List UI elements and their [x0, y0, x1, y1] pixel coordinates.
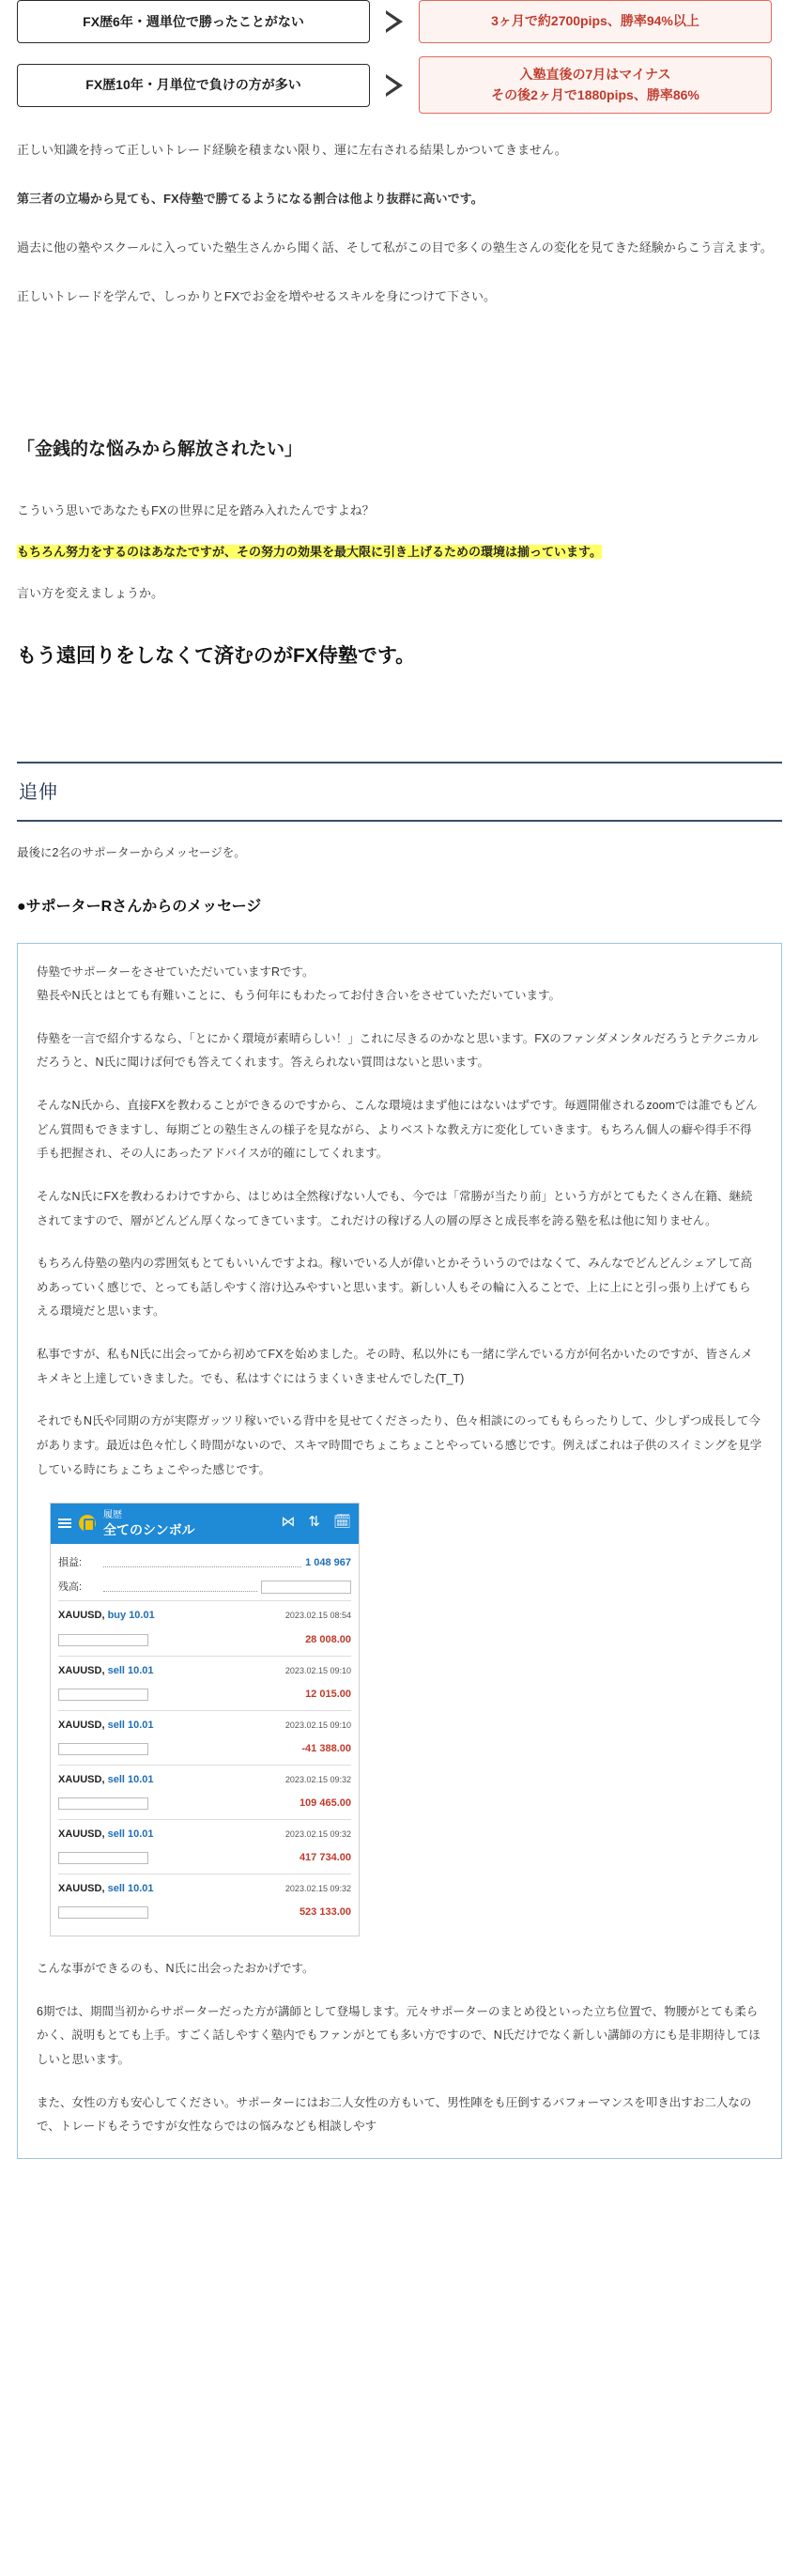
paragraph-two-supporters: 最後に2名のサポーターからメッセージを。	[17, 846, 246, 860]
comparison-row	[17, 56, 782, 114]
row-date: 2023.02.15 08:54	[284, 1611, 351, 1621]
quote-paragraph	[37, 961, 762, 1009]
row-value-redacted	[58, 1797, 148, 1810]
paragraph-why-fx: こういう思いであなたもFXの世界に足を踏み入れたんですよね？	[17, 503, 375, 518]
summary-profit	[58, 1552, 351, 1574]
row-amount: 28 008.00	[305, 1634, 351, 1646]
symbol-filter-label: 全てのシンボル	[103, 1521, 195, 1537]
summary-profit-label: 損益:	[58, 1557, 83, 1569]
comparison-after-line2: その後2ヶ月で1880pips、勝率86%	[491, 86, 699, 102]
summary-balance-value-redacted	[261, 1581, 351, 1594]
row-symbol: XAUUSD,	[58, 1882, 105, 1894]
row-amount: 417 734.00	[299, 1852, 351, 1864]
paragraph-learn-proper-trade: 正しいトレードを学んで、しっかりとFXでお金を増やせるスキルを身につけて下さい。	[17, 289, 496, 304]
dotted-leader	[103, 1583, 257, 1592]
quote-paragraph: そんなN氏にFXを教わるわけですから、はじめは全然稼げない人でも、今では「常勝が当たり前」という方がとてもたくさん在籍、継続されてますので、層がどんどん厚くなってきています。これだけの稼げる人の層の厚さと成長率を誇る塾を私は他に知りません。	[37, 1189, 753, 1227]
paragraph-other-schools: 過去に他の塾やスクールに入っていた塾生さんから聞く話、そして私がこの目で多くの塾生さんの変化を見てきた経験からこう言えます。	[17, 240, 773, 255]
row-date: 2023.02.15 09:10	[284, 1720, 351, 1730]
heading-supporter-r: ●サポーターRさんからのメッセージ	[17, 899, 262, 916]
comparison-after-line1: 3ヶ月で約2700pips、勝率94%以上	[491, 13, 699, 29]
paragraph-effort-highlight	[17, 540, 782, 564]
comparison-after	[419, 0, 772, 43]
comparison-block	[17, 0, 782, 114]
menu-icon[interactable]	[58, 1519, 71, 1528]
trade-history-header	[51, 1504, 359, 1544]
quote-paragraph: それでもN氏や同期の方が実際ガッツリ稼いでいる背中を見せてくださったり、色々相談にのってももらったりして、少しずつ成長して今があります。最近は色々忙しく時間がないので、スキマ時間でちょこちょことやっている感じです。例えばこれは子供のスイミングを見学している時にちょこちょこやった感じです。	[37, 1414, 762, 1476]
quote-line: 塾長やN氏とはとても有難いことに、もう何年にもわたってお付き合いをさせていただいています。	[37, 989, 561, 1003]
summary-balance	[58, 1577, 351, 1598]
row-amount: 523 133.00	[299, 1906, 351, 1919]
summary-profit-value: 1 048 967	[305, 1557, 351, 1569]
table-row[interactable]	[58, 1765, 351, 1819]
highlighted-text: もちろん努力をするのはあなたですが、その努力の効果を最大限に引き上げるための環境は揃っています。	[17, 545, 602, 560]
heading-money-worries: 「金銭的な悩みから解放されたい」	[17, 440, 303, 460]
row-side: sell 10.01	[107, 1828, 154, 1840]
row-side: buy 10.01	[107, 1610, 155, 1622]
row-date: 2023.02.15 09:32	[284, 1828, 351, 1839]
section-title-postscript: 追伸	[19, 782, 58, 804]
comparison-row	[17, 0, 782, 43]
row-value-redacted	[58, 1689, 148, 1701]
row-date: 2023.02.15 09:32	[284, 1774, 351, 1784]
row-value-redacted	[58, 1852, 148, 1864]
quote-paragraph: そんなN氏から、直接FXを教わることができるのですから、こんな環境はまず他にはないはずです。毎週開催されるzoomでは誰でもどんどん質問もできますし、毎期ごとの塾生さんの様子を見ながら、よりベストな教え方に変化していきます。もちろん個人の癖や得手不得手も把握され、その人にあったアドバイスが的確にしてくれます。	[37, 1099, 758, 1161]
trade-history-widget	[50, 1503, 360, 1936]
calendar-icon[interactable]: 🗓	[332, 1514, 351, 1531]
section-divider-bottom	[17, 820, 782, 822]
comparison-before: FX歴10年・月単位で負けの方が多い	[17, 64, 370, 107]
paragraph-correct-knowledge: 正しい知識を持って正しいトレード経験を積まない限り、運に左右される結果しかついてきません。	[17, 143, 567, 158]
paragraph-rephrase: 言い方を変えましょうか。	[17, 586, 164, 601]
row-symbol: XAUUSD,	[58, 1828, 105, 1840]
quote-paragraph: また、女性の方も安心してください。サポーターにはお二人女性の方もいて、男性陣をも圧倒するパフォーマンスを叩き出すお二人なので、トレードもそうですが女性ならではの悩みなども相談しやす	[37, 2095, 752, 2134]
table-row[interactable]	[58, 1874, 351, 1928]
history-label: 履歴	[103, 1510, 122, 1521]
row-value-redacted	[58, 1906, 148, 1919]
quote-line: 侍塾でサポーターをさせていただいていますRです。	[37, 964, 315, 979]
row-value-redacted	[58, 1743, 148, 1755]
filter-icon[interactable]: ⋈	[281, 1514, 296, 1531]
row-date: 2023.02.15 09:10	[284, 1665, 351, 1675]
row-value-redacted	[58, 1634, 148, 1646]
quote-paragraph: こんな事ができるのも、N氏に出会ったおかげです。	[37, 1962, 315, 1976]
row-symbol: XAUUSD,	[58, 1610, 105, 1622]
supporter-message-box	[17, 943, 782, 2159]
table-row[interactable]	[58, 1819, 351, 1874]
comparison-after	[419, 56, 772, 114]
paragraph-third-party-red: 第三者の立場から見ても、FX侍塾で勝てるようになる割合は他より抜群に高いです。	[17, 192, 484, 207]
table-row[interactable]	[58, 1710, 351, 1765]
quote-paragraph: 侍塾を一言で紹介するなら、「とにかく環境が素晴らしい！」これに尽きるのかなと思います。FXのファンダメンタルだろうとテクニカルだろうと、N氏に聞けば何でも答えてくれます。答えられない質問はないと思います。	[37, 1031, 760, 1070]
sort-icon[interactable]: ⇅	[308, 1514, 320, 1531]
quote-paragraph: 6期では、期間当初からサポーターだった方が講師として登場します。元々サポーターのまとめ役といった立ち位置で、物腰がとても柔らかく、説明もとても上手。すごく話しやすく塾内でもファンがとても多い方ですので、N氏だけでなく新しい講師の方にも是非期待してほしいと思います。	[37, 2004, 761, 2066]
app-logo-icon	[79, 1515, 96, 1532]
arrow-right-icon	[370, 10, 419, 33]
row-symbol: XAUUSD,	[58, 1773, 105, 1785]
row-symbol: XAUUSD,	[58, 1664, 105, 1676]
row-side: sell 10.01	[107, 1773, 154, 1785]
heading-no-detour: もう遠回りをしなくて済むのがFX侍塾です。	[17, 645, 416, 668]
row-amount: 12 015.00	[305, 1689, 351, 1701]
row-amount: 109 465.00	[299, 1797, 351, 1810]
quote-paragraph: 私事ですが、私もN氏に出会ってから初めてFXを始めました。その時、私以外にも一緒に学んでいる方が何名かいたのですが、皆さんメキメキと上達していきました。でも、私はすぐにはうまくいきませんでした(T_T)	[37, 1348, 753, 1385]
row-amount: -41 388.00	[301, 1743, 351, 1755]
summary-balance-label: 残高:	[58, 1581, 83, 1593]
arrow-right-icon	[370, 74, 419, 97]
comparison-before: FX歴6年・週単位で勝ったことがない	[17, 0, 370, 43]
row-symbol: XAUUSD,	[58, 1719, 105, 1731]
comparison-after-line1: 入塾直後の7月はマイナス	[519, 67, 671, 82]
table-row[interactable]	[58, 1656, 351, 1710]
table-row[interactable]	[58, 1600, 351, 1655]
row-side: sell 10.01	[107, 1664, 154, 1676]
row-side: sell 10.01	[107, 1719, 154, 1731]
row-date: 2023.02.15 09:32	[284, 1883, 351, 1893]
row-side: sell 10.01	[107, 1882, 154, 1894]
dotted-leader	[103, 1559, 301, 1567]
quote-paragraph: もちろん侍塾の塾内の雰囲気もとてもいいんですよね。稼いでいる人が偉いとかそういうのではなくて、みんなでどんどんシェアして高めあっていく感じで、とっても話しやすく溶け込みやすいと思います。新しい人もその輪に入ることで、上に上にと引っ張り上げてもらえる環境だと思います。	[37, 1257, 753, 1319]
trade-history-body	[51, 1544, 359, 1936]
